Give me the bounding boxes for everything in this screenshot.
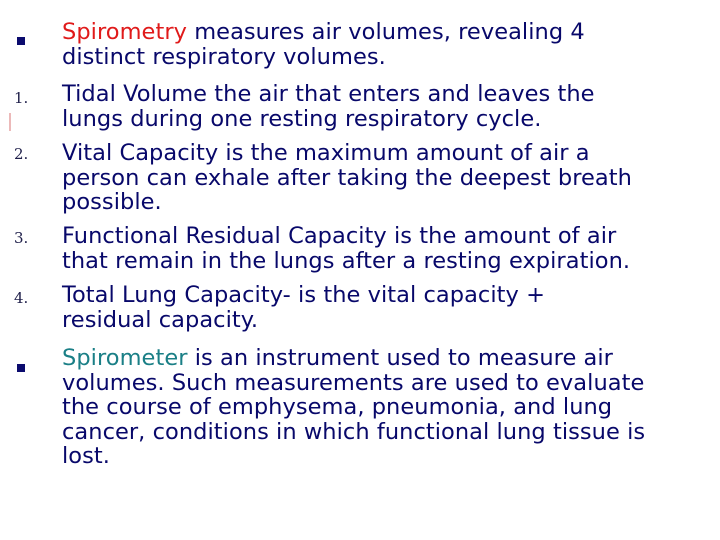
text-line: Total Lung Capacity- is the vital capacity + [62, 282, 545, 308]
text-line: residual capacity. [62, 306, 259, 333]
text-line: possible. [62, 189, 162, 215]
item-text [62, 346, 702, 469]
text-line: lungs during one resting respiratory cycle. [62, 105, 542, 132]
text-line: volumes. Such measurements are used to evaluate [62, 369, 645, 396]
text-line: Tidal Volume the air that enters and leaves the [62, 81, 595, 107]
item-text [62, 141, 702, 215]
list-number: 2. [14, 145, 29, 163]
list-number: 1. [14, 89, 29, 107]
decorative-mark [9, 113, 11, 131]
list-number: 3. [14, 229, 29, 247]
text-line: that remain in the lungs after a resting expiration. [62, 247, 631, 274]
text-line: the course of emphysema, pneumonia, and lung [62, 394, 613, 420]
text-line: cancer, conditions in which functional lung tissue is [62, 418, 646, 445]
item-text [62, 20, 702, 69]
term-highlight: Spirometer [62, 345, 188, 371]
text-line: Functional Residual Capacity is the amount of air [62, 223, 617, 249]
item-text [62, 283, 702, 332]
list-number: 4. [14, 289, 29, 307]
text-line: Vital Capacity is the maximum amount of air a [62, 140, 590, 166]
item-text [62, 224, 702, 273]
item-text [62, 82, 702, 131]
text-line [62, 346, 702, 371]
term-highlight: Spirometry [62, 19, 187, 45]
line-text: measures air volumes, revealing 4 [187, 19, 585, 45]
text-line: person can exhale after taking the deepest breath [62, 164, 632, 191]
text-line: distinct respiratory volumes. [62, 43, 386, 70]
square-bullet-icon [17, 364, 25, 372]
square-bullet-icon [17, 37, 25, 45]
line-text: is an instrument used to measure air [187, 345, 613, 371]
text-line [62, 20, 702, 45]
text-line: lost. [62, 443, 110, 469]
